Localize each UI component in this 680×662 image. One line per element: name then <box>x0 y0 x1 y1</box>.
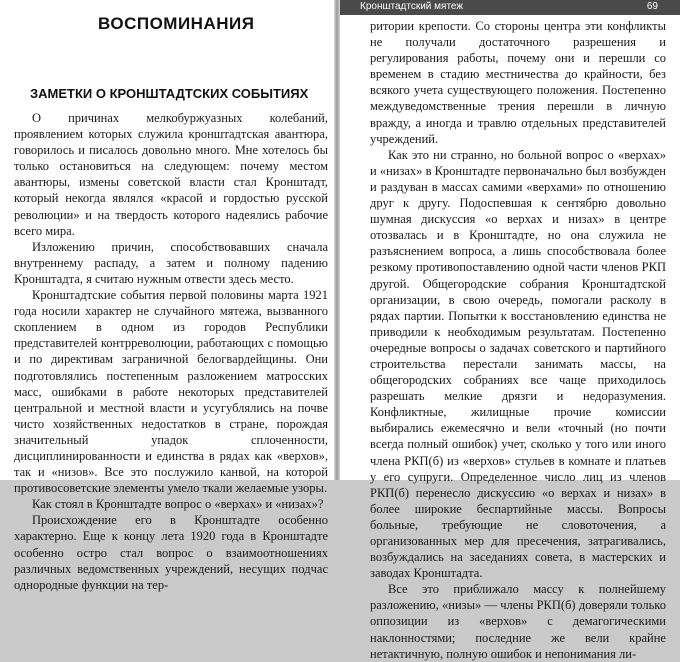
right-body-text <box>370 18 666 662</box>
right-page <box>340 0 680 661</box>
paragraph: Все это приближало массу к полнейшему разложению, «низы» — члены РКП(б) доверяли только оппозиции из «верхов» с демагогическими наклонностями; последние же вели крайне нетактичную, полную ошибок и непонимания ли- <box>370 582 666 661</box>
paragraph: Происхождение его в Кронштадте особенно характерно. Еще к концу лета 1920 года в Кронштадте особенно остро стал вопрос о взаимоотношениях различных ведомственных учреждений, несущих подчас однородные функции на тер- <box>14 513 328 592</box>
paragraph-continued: ритории крепости. Со стороны центра эти конфликты не получали достаточного разрешения и регулирования работы, почему они и перешли со временем в стадию местничества до крайности, без всякого учета существующего положения. Постепенно междуведомственные трения перешли в личную вражду, а иногда и травлю отдельных представителей учреждений. <box>370 19 666 146</box>
paragraph: О причинах мелкобуржуазных колебаний, проявлением которых служила кронштадтская авантюра, говорилось и писалось довольно много. Мне хотелось бы только остановиться на следующем: почему местом авантюры, измены советской власти стал Кронштадт, который некогда являлся «красой и гордостью русской революции» и на твердость которого надеялись рабочие всего мира. <box>14 111 328 238</box>
section-title: ВОСПОМИНАНИЯ <box>98 14 255 33</box>
article-title: ЗАМЕТКИ О КРОНШТАДТСКИХ СОБЫТИЯХ <box>30 86 309 101</box>
paragraph: Кронштадтские события первой половины марта 1921 года носили характер не случайного мятежа, вызванного скоплением в одном из городов Республики представителей контрреволюции, работающих с помощью и по директивам заграничной белогвардейщины. Они подготовлялись постепенным разложением матросских масс, ошибками в работе некоторых представителей центральной и местной власти и усугублялись на почве чисто хозяйственных недостатков в стране, порождая значительный упадок сплоченности, дисциплинированности и единства в рядах как «верхов», так и «низов». Все это послужило канвой, на которой противосоветские элементы умело ткали желаемые узоры. <box>14 288 328 496</box>
paragraph: Изложению причин, способствовавших сначала внутреннему распаду, а затем и полному падению Кронштадта, я считаю нужным отвести здесь место. <box>14 239 328 286</box>
running-header <box>340 0 680 15</box>
running-head-title: Кронштадтский мятеж <box>360 1 464 12</box>
paragraph: Как это ни странно, но больной вопрос о «верхах» и «низах» в Кронштадте первоначально был возбужден и раздуван в массах самими «верхами» по отношению друг к другу. Подоспевшая к сентябрю довольно шумная дискуссия «о верхах и низах» в центре отозвалась и в Кронштадте, но она служила не разъяснением вопроса, а лишь способствовала более резкому противопоставлению одной части членов РКП другой. Общегородские собрания Кронштадтской организации, в свою очередь, помогали расколу в рядах партии. Попытки к восстановлению единства не приводили к необходимым результатам. Постепенно очередные вопросы о задачах советского и партийного строительства перестали занимать массы, на общегородских собраниях все чаще приходилось разрешать мелкие дрязги и недоразумения. Конфликтные, жилищные прочие комиссии выбирались ежемесячно и вели «точный (но почти всегда полный ошибок) учет, сколько у того или иного члена РКП(б) из «верхов» стульев в комнате и платьев у его супруги. Определенное число лиц из членов РКП(б) перенесло дискуссию «о верхах и низах» в более широкие беспартийные массы. Вопросы больные, требующие не словоточения, а организованных мер для пресечения, затрагивались, возбуждались на заседаниях совета, в мастерских и заводах Кронштадта. <box>370 147 666 581</box>
left-page <box>0 0 334 592</box>
left-body-text <box>14 110 328 593</box>
page-number: 69 <box>646 1 658 12</box>
paragraph: Как стоял в Кронштадте вопрос о «верхах» и «низах»? <box>32 497 324 512</box>
